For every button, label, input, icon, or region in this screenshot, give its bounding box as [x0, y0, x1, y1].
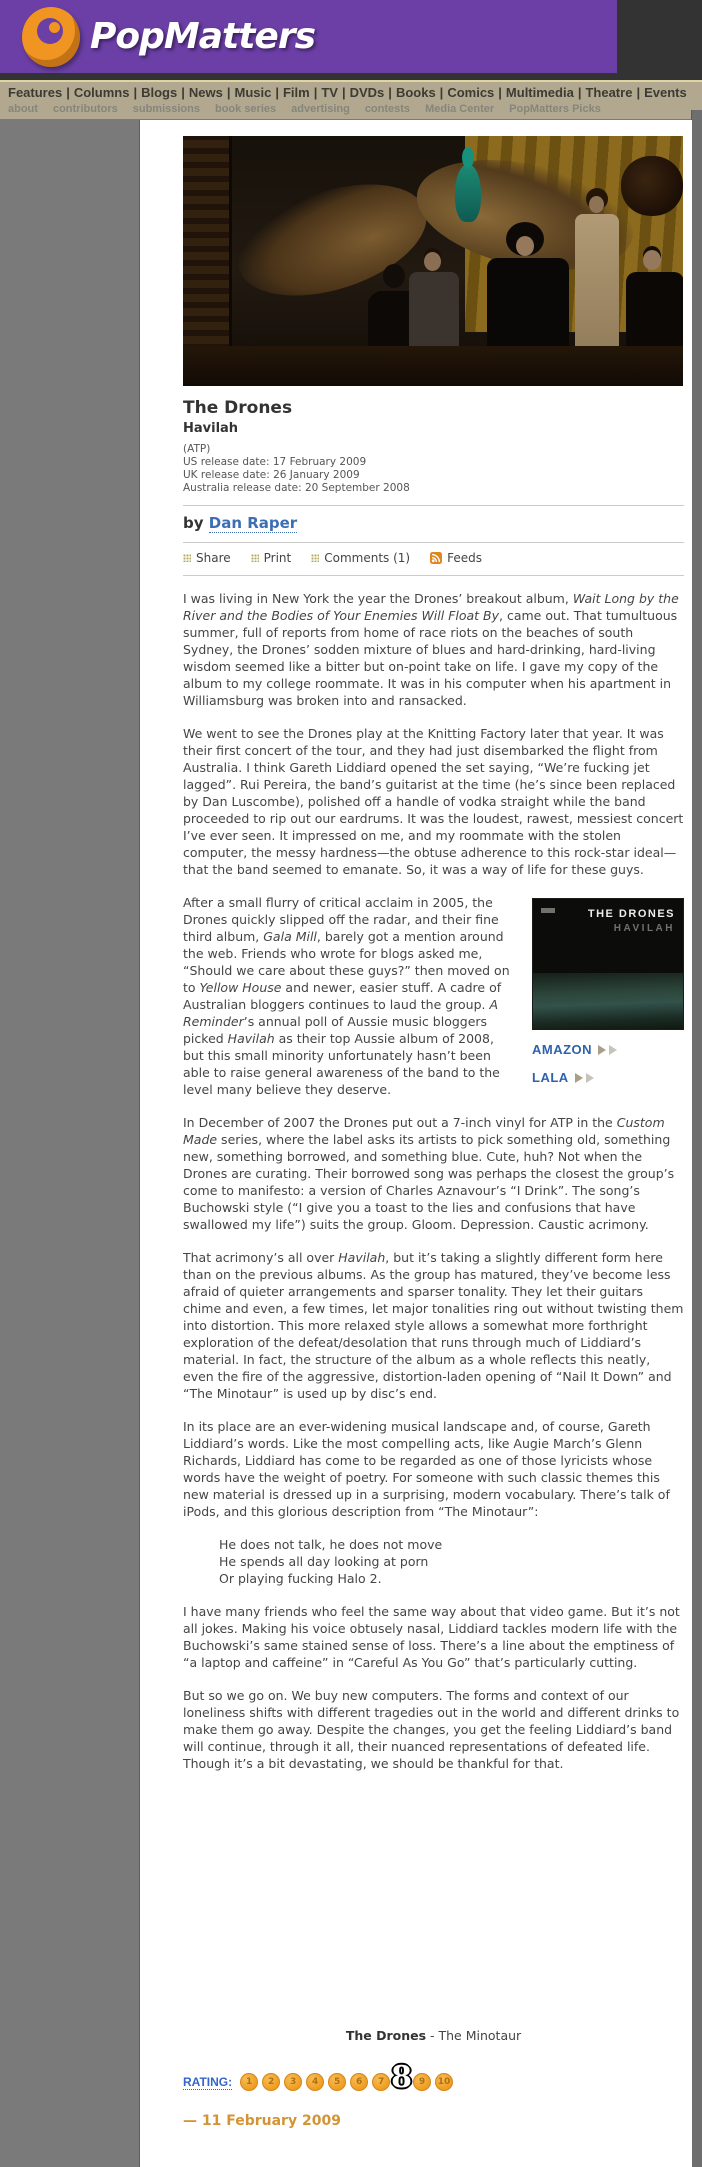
- release-date-uk: UK release date: 26 January 2009: [183, 469, 360, 481]
- nav-separator: |: [133, 85, 138, 100]
- nav-separator: |: [226, 85, 231, 100]
- article-body: [183, 590, 684, 1772]
- cover-artist-text: THE DRONES: [587, 908, 675, 920]
- lyrics-blockquote: [219, 1536, 684, 1587]
- logo-dot-shape: [49, 22, 60, 33]
- nav-primary-row: [8, 85, 702, 100]
- nav-item-dvds[interactable]: DVDs: [349, 85, 385, 100]
- rating-dot-4: 4: [306, 2073, 324, 2091]
- figure-4-face: [589, 196, 604, 213]
- subnav-item-contributors[interactable]: contributors: [52, 103, 118, 115]
- band-photo: [183, 136, 683, 386]
- record-label: (ATP): [183, 443, 211, 455]
- nav-separator: |: [341, 85, 346, 100]
- release-date-us: US release date: 17 February 2009: [183, 456, 367, 468]
- arrow-icon: [586, 1073, 594, 1083]
- article-toolbar: [183, 551, 684, 565]
- feeds-label: Feeds: [447, 551, 482, 565]
- subnav-item-contests[interactable]: contests: [364, 103, 411, 115]
- artist-title: The Drones: [183, 398, 293, 418]
- nav-item-theatre[interactable]: Theatre: [585, 85, 633, 100]
- arrow-icon: [598, 1045, 606, 1055]
- paragraph: In its place are an ever-widening musical landscape and, of course, Gareth Liddiard’s words. Like the most compelling acts, like Augie March’s Glenn Richards, Liddiard has come to be regarded as one of those lyricists whose words have the weight of poetry. For someone with such classic themes this new material is dressed up in a surprising, modern vocabulary. There’s talk of iPods, and this glorious description from “The Minotaur”:: [183, 1419, 670, 1519]
- nav-separator: |: [275, 85, 279, 100]
- subnav-item-popmatters-picks[interactable]: PopMatters Picks: [509, 103, 601, 115]
- track-artist: The Drones: [345, 2028, 427, 2043]
- primary-nav: [0, 80, 702, 119]
- paragraph: I have many friends who feel the same way about that video game. But it’s not all jokes. Making his voice obtusely nasal, Liddiard tackles modern life with the Buchowski’s same stained sense of loss. There’s a line about the emptiness of “a laptop and caffeine” in “Careful As You Go” that’s particularly cutting.: [183, 1604, 680, 1670]
- dots-grid-icon: [251, 554, 259, 562]
- lyric-line: He does not talk, he does not move: [219, 1537, 443, 1552]
- site-brand[interactable]: PopMatters: [90, 16, 316, 57]
- rating-dot-2: 2: [262, 2073, 280, 2091]
- nav-separator: |: [498, 85, 502, 100]
- byline-prefix: by: [183, 514, 204, 532]
- nav-secondary-row: [8, 103, 702, 115]
- amazon-link[interactable]: [532, 1041, 684, 1058]
- nav-item-columns[interactable]: Columns: [73, 85, 130, 100]
- nav-item-events[interactable]: Events: [644, 85, 687, 100]
- figure-1-head: [383, 264, 405, 288]
- right-gutter: [691, 110, 702, 2167]
- rating-dot-6: 6: [350, 2073, 368, 2091]
- nav-item-blogs[interactable]: Blogs: [141, 85, 178, 100]
- rating-dot-9: 9: [413, 2073, 431, 2091]
- divider: [183, 575, 684, 576]
- rating-dot-3: 3: [284, 2073, 302, 2091]
- nav-item-comics[interactable]: Comics: [447, 85, 495, 100]
- lyric-line: He spends all day looking at porn: [219, 1554, 429, 1569]
- nav-item-music[interactable]: Music: [234, 85, 272, 100]
- nav-separator: |: [66, 85, 70, 100]
- cover-title-text: HAVILAH: [613, 923, 675, 934]
- nav-item-film[interactable]: Film: [282, 85, 310, 100]
- rss-feed-icon: [430, 552, 442, 564]
- rating-dot-1: 1: [240, 2073, 258, 2091]
- lyric-line: Or playing fucking Halo 2.: [219, 1571, 382, 1586]
- divider: [183, 505, 684, 506]
- amazon-label: AMAZON: [532, 1042, 593, 1057]
- dots-grid-icon: [311, 554, 319, 562]
- subnav-item-media-center[interactable]: Media Center: [425, 103, 495, 115]
- arrow-icon: [609, 1045, 617, 1055]
- rating-dot-10: 10: [435, 2073, 453, 2091]
- publish-date: — 11 February 2009: [183, 2113, 341, 2129]
- release-date-au: Australia release date: 20 September 2008: [183, 482, 410, 494]
- feeds-link[interactable]: [430, 551, 482, 565]
- paragraph: That acrimony’s all over Havilah, but it’s taking a slightly different form here than on the previous albums. As the group has matured, they’ve become less afraid of quieter arrangements and sparser tonality. They let their guitars chime and even, a few times, let major tonalities ring out without twisting them into distortion. This more relaxed style allows a somewhat more forthright exploration of the defeat/desolation that runs through much of Liddiard’s material. In fact, the structure of the album as a whole reflects this neatly, even the fire of the aggressive, distortion-laden opening of “Nail It Down” and “The Minotaur” is used up by disc’s end.: [183, 1250, 684, 1401]
- figure-5-head: [643, 250, 661, 270]
- comments-link[interactable]: [311, 551, 410, 565]
- cover-landscape-art: [533, 973, 683, 1029]
- author-link[interactable]: Dan Raper: [208, 514, 298, 532]
- track-title: - The Minotaur: [426, 2028, 522, 2043]
- floor-shape: [183, 346, 683, 386]
- arrow-icon: [575, 1073, 583, 1083]
- dots-grid-icon: [183, 554, 191, 562]
- popmatters-logo-icon[interactable]: [22, 7, 80, 67]
- divider: [183, 542, 684, 543]
- byline: [183, 514, 684, 532]
- subnav-item-book-series[interactable]: book series: [214, 103, 277, 115]
- nav-separator: |: [577, 85, 582, 100]
- masthead-brand-area: [0, 0, 617, 73]
- lala-link[interactable]: [532, 1069, 684, 1086]
- figure-3-face: [516, 236, 534, 256]
- nav-item-multimedia[interactable]: Multimedia: [505, 85, 574, 100]
- peacock-body-shape: [455, 164, 481, 222]
- lala-label: LALA: [532, 1070, 569, 1085]
- masthead: [0, 0, 702, 80]
- nav-separator: |: [636, 85, 641, 100]
- nav-separator: |: [388, 85, 392, 100]
- figure-2-head: [424, 252, 441, 271]
- comments-label: Comments (1): [324, 551, 411, 565]
- subnav-item-advertising[interactable]: advertising: [291, 103, 350, 115]
- subnav-item-about[interactable]: about: [8, 103, 38, 115]
- cover-label-mark: [541, 908, 555, 913]
- paragraph: In December of 2007 the Drones put out a 7-inch vinyl for ATP in the Custom Made series, where the label asks its artists to pick something old, something new, something borrowed, and something blue. Cute, huh? Not when the Drones are curating. Their borrowed song was perhaps the closest the group’s come to manifesto: a version of Charles Aznavour’s “I Drink”. The song’s Buchowski style (“I give you a toast to the lies and confusions that have swallowed my life”) suits the group. Gloom. Depression. Caustic acrimony.: [183, 1115, 675, 1232]
- article-paragraphs-top: [183, 590, 684, 878]
- album-cover: [532, 898, 684, 1030]
- share-button[interactable]: [183, 551, 231, 565]
- spacer: [183, 1788, 684, 2028]
- share-label: Share: [196, 551, 231, 565]
- nav-separator: |: [439, 85, 444, 100]
- paragraph: I was living in New York the year the Drones’ breakout album, Wait Long by the River and the Bodies of Your Enemies Will Float By, came out. That tumultuous summer, full of reports from home of race riots on the beaches of south Sydney, the Drones’ sodden mixture of blues and hard-drinking, hard-living wisdom seemed like a bitter but on-point take on life. I gave my copy of the album to my college roommate. It was in his computer when his apartment in Williamsburg was broken into and ransacked.: [183, 591, 679, 708]
- album-title: Havilah: [183, 421, 239, 436]
- rating-dot-5: 5: [328, 2073, 346, 2091]
- print-button[interactable]: [251, 551, 292, 565]
- content-panel: [139, 120, 692, 2167]
- track-caption: [183, 2028, 684, 2043]
- peacock-head-shape: [462, 147, 474, 168]
- nav-separator: |: [181, 85, 185, 100]
- article-paragraphs-bottom: [183, 1603, 684, 1772]
- paragraph: After a small flurry of critical acclaim in 2005, the Drones quickly slipped off the radar, and their fine third album, Gala Mill, barely got a mention around the web. Friends who wrote for blogs asked me, “Should we care about these guys?” then moved on to Yellow House and newer, easier stuff. A cadre of Australian bloggers continues to laud the group. A Reminder’s annual poll of Aussie music bloggers picked Havilah as their top Aussie album of 2008, but this small minority unfortunately hasn’t been able to raise general awareness of the band to the level many believe they deserve.: [183, 895, 510, 1097]
- paragraph: We went to see the Drones play at the Knitting Factory later that year. It was their first concert of the tour, and they had just disembarked the flight from Australia. I think Gareth Liddiard opened the set saying, “We’re fucking jet lagged”. Rui Pereira, the band’s guitarist at the time (he’s since been replaced by Dan Luscombe), polished off a handle of vodka straight while the band proceeded to rip out our eardrums. It was the loudest, rawest, messiest concert I’ve ever seen. It impressed on me, and my roommate with the stolen computer, the messy hardness—the obtuse adherence to this rock-star ideal—that the band seemed to emanate. So, it was a way of life for these guys.: [183, 726, 684, 877]
- rating-dot-7: 7: [372, 2073, 390, 2091]
- nav-item-features[interactable]: Features: [8, 85, 63, 100]
- subnav-item-submissions[interactable]: submissions: [132, 103, 200, 115]
- rating-value-big: 8: [391, 2060, 412, 2095]
- figure-4-dress: [575, 214, 619, 366]
- nav-item-news[interactable]: News: [188, 85, 223, 100]
- print-label: Print: [263, 551, 292, 565]
- nav-item-tv[interactable]: TV: [321, 85, 338, 100]
- rating-row: [183, 2060, 684, 2097]
- nav-item-books[interactable]: Books: [395, 85, 436, 100]
- paragraph: But so we go on. We buy new computers. The forms and context of our loneliness shifts with different tragedies out in the world and different drinks to make them go away. Despite the changes, you get the feeling Liddiard’s band will continue, through it all, their nuanced representations of defeated life. Though it’s a bit devastating, we should be thankful for that.: [183, 1688, 680, 1771]
- rating-scale: [240, 2060, 453, 2097]
- nav-separator: |: [313, 85, 318, 100]
- album-sidebar: [532, 898, 684, 1086]
- bear-head-shape: [621, 156, 683, 216]
- rating-label-link[interactable]: RATING:: [183, 2074, 233, 2089]
